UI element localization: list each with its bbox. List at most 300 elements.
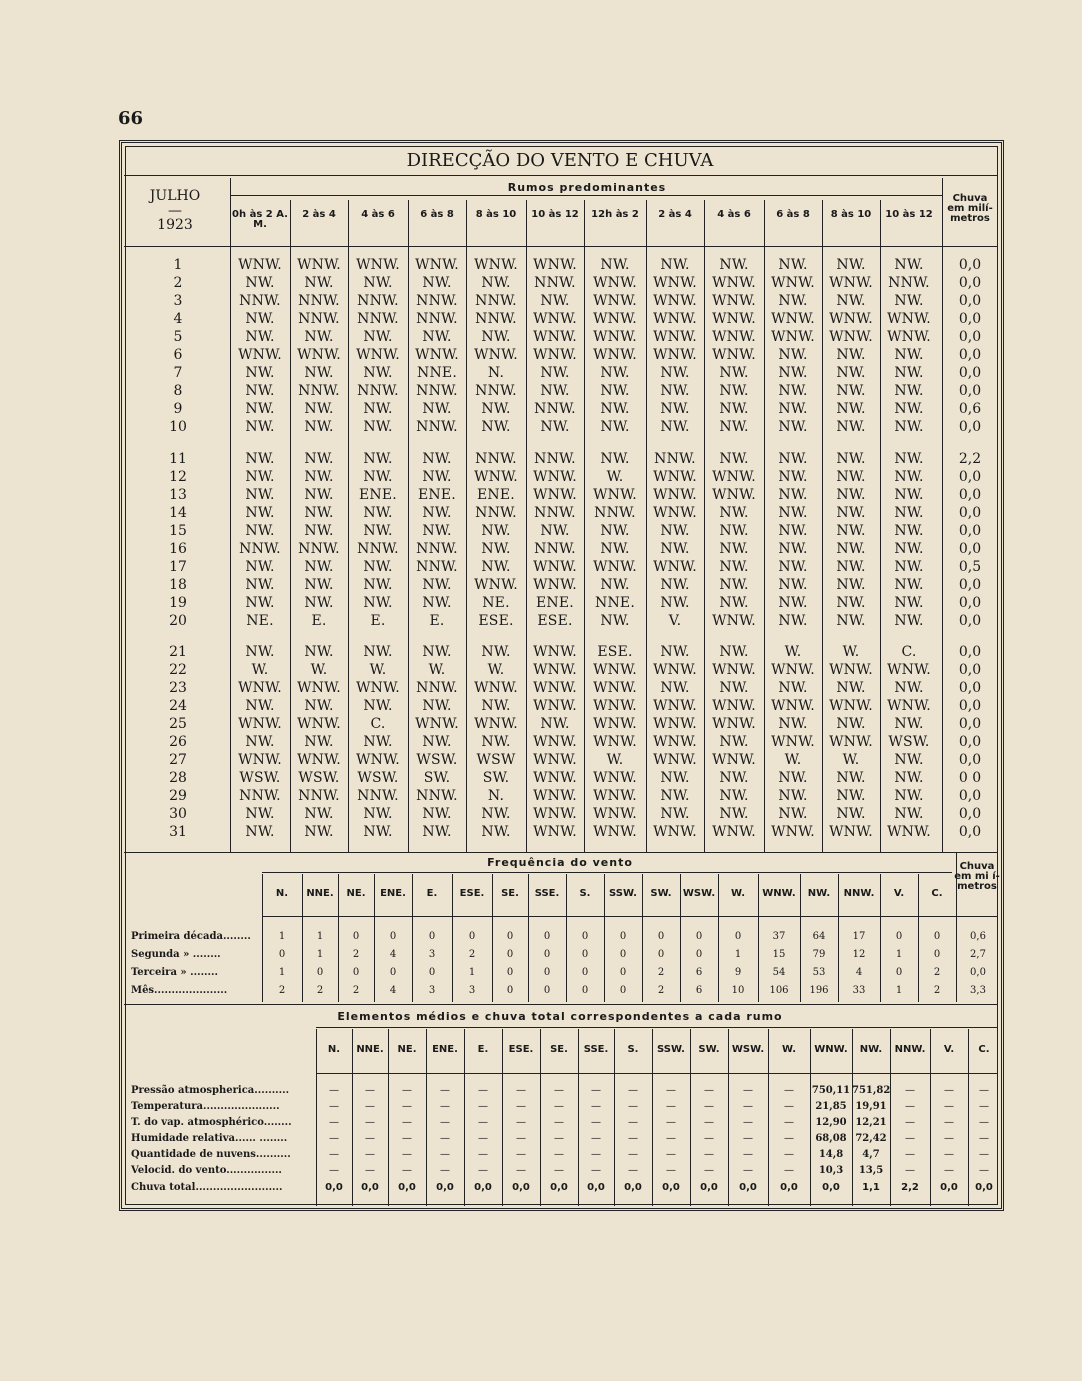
- elements-value: —: [365, 1149, 375, 1160]
- elements-value: —: [905, 1149, 915, 1160]
- wind-direction: NW.: [778, 788, 808, 804]
- rain-value: 0,0: [958, 469, 982, 485]
- wind-direction: NW.: [719, 788, 749, 804]
- wind-direction: WNW.: [415, 716, 459, 732]
- freq-col-header: ESE.: [459, 888, 485, 899]
- wind-direction: ENE.: [536, 595, 574, 611]
- freq-col-header: E.: [426, 888, 438, 899]
- elements-value: —: [743, 1165, 753, 1176]
- freq-value: 2: [278, 985, 286, 996]
- wind-direction: NW.: [719, 505, 749, 521]
- wind-direction: NW.: [836, 487, 866, 503]
- freq-value: 0: [619, 931, 627, 942]
- day-number: 11: [169, 451, 187, 467]
- freq-value: 0: [278, 949, 286, 960]
- day-number: 26: [169, 734, 187, 750]
- elements-col-header: WNW.: [814, 1044, 848, 1055]
- elements-value: —: [478, 1133, 488, 1144]
- elements-value: —: [704, 1165, 714, 1176]
- wind-direction: NW.: [304, 487, 334, 503]
- wind-direction: WSW.: [357, 770, 399, 786]
- wind-direction: NW.: [778, 293, 808, 309]
- hour-header: 6 às 8: [776, 209, 810, 220]
- elements-value: —: [979, 1101, 989, 1112]
- day-number: 28: [169, 770, 187, 786]
- wind-direction: WNW.: [297, 752, 341, 768]
- wind-direction: NW.: [778, 559, 808, 575]
- wind-direction: WSW.: [298, 770, 340, 786]
- freq-col-header: NE.: [346, 888, 366, 899]
- wind-direction: NW.: [304, 505, 334, 521]
- wind-direction: NW.: [836, 806, 866, 822]
- freq-value: 1: [278, 967, 286, 978]
- wind-direction: NW.: [894, 523, 924, 539]
- wind-direction: WNW.: [238, 752, 282, 768]
- elements-col-header: C.: [978, 1044, 990, 1055]
- freq-value: 0: [657, 949, 665, 960]
- wind-direction: NE.: [482, 595, 510, 611]
- wind-direction: NW.: [422, 523, 452, 539]
- elements-row-label: Temperatura......................: [131, 1101, 280, 1112]
- elements-value: —: [784, 1133, 794, 1144]
- wind-direction: NW.: [719, 577, 749, 593]
- wind-direction: WNW.: [533, 487, 577, 503]
- elements-value: —: [329, 1133, 339, 1144]
- hour-header: 0h às 2 A. M.: [232, 209, 288, 230]
- elements-value: —: [704, 1101, 714, 1112]
- freq-value: 1: [895, 985, 903, 996]
- wind-direction: NW.: [719, 383, 749, 399]
- freq-value: 2: [352, 949, 360, 960]
- elements-value: —: [628, 1133, 638, 1144]
- wind-direction: NW.: [363, 824, 393, 840]
- wind-direction: NW.: [600, 257, 630, 273]
- wind-direction: NW.: [719, 770, 749, 786]
- elements-value: —: [666, 1117, 676, 1128]
- wind-direction: WNW.: [533, 469, 577, 485]
- elements-value: —: [591, 1149, 601, 1160]
- elements-value: —: [944, 1101, 954, 1112]
- wind-direction: WNW.: [712, 347, 756, 363]
- month-label: JULHO: [149, 188, 201, 204]
- wind-direction: NW.: [719, 680, 749, 696]
- wind-direction: WNW.: [653, 329, 697, 345]
- elements-value: 14,8: [818, 1149, 844, 1160]
- wind-direction: WNW.: [297, 347, 341, 363]
- elements-value: 68,08: [815, 1133, 847, 1144]
- day-number: 9: [173, 401, 183, 417]
- freq-value: 0: [316, 967, 324, 978]
- wind-direction: NW.: [778, 401, 808, 417]
- elements-value: —: [329, 1149, 339, 1160]
- elements-value: —: [365, 1085, 375, 1096]
- wind-direction: WNW.: [653, 505, 697, 521]
- wind-direction: WNW.: [712, 662, 756, 678]
- wind-direction: WNW.: [771, 275, 815, 291]
- freq-rain-header: Chuva em mi í- metros: [954, 861, 1000, 892]
- wind-direction: WNW.: [533, 752, 577, 768]
- wind-direction: NW.: [363, 559, 393, 575]
- wind-direction: NW.: [481, 523, 511, 539]
- elements-value: —: [329, 1085, 339, 1096]
- wind-direction: NNW.: [357, 293, 399, 309]
- day-number: 27: [169, 752, 187, 768]
- day-number: 23: [169, 680, 187, 696]
- wind-direction: NW.: [245, 329, 275, 345]
- elements-value: —: [743, 1101, 753, 1112]
- elements-value: 0,0: [398, 1182, 416, 1193]
- elements-value: —: [440, 1165, 450, 1176]
- wind-direction: W.: [606, 469, 624, 485]
- wind-direction: NNW.: [475, 383, 517, 399]
- wind-direction: WNW.: [829, 662, 873, 678]
- elements-row-label: Quantidade de nuvens..........: [131, 1149, 291, 1160]
- hour-header: 12h às 2: [591, 209, 639, 220]
- freq-value: 9: [734, 967, 742, 978]
- freq-col-header: N.: [275, 888, 289, 899]
- wind-direction: NNW.: [888, 275, 930, 291]
- elements-value: 0,0: [512, 1182, 530, 1193]
- freq-value: 0: [895, 931, 903, 942]
- section1-end: [124, 852, 998, 853]
- wind-direction: NW.: [422, 698, 452, 714]
- wind-direction: NW.: [304, 734, 334, 750]
- freq-value: 0: [428, 931, 436, 942]
- wind-direction: NW.: [481, 644, 511, 660]
- wind-direction: WNW.: [238, 257, 282, 273]
- day-number: 14: [169, 505, 187, 521]
- wind-direction: NW.: [836, 257, 866, 273]
- wind-direction: WNW.: [474, 257, 518, 273]
- wind-direction: NW.: [778, 523, 808, 539]
- wind-direction: NW.: [245, 275, 275, 291]
- wind-direction: NW.: [894, 806, 924, 822]
- wind-direction: NW.: [363, 577, 393, 593]
- wind-direction: NW.: [363, 644, 393, 660]
- wind-direction: NW.: [778, 806, 808, 822]
- freq-value: 6: [695, 985, 703, 996]
- freq-value: 6: [695, 967, 703, 978]
- wind-direction: WNW.: [712, 487, 756, 503]
- wind-direction: NW.: [304, 469, 334, 485]
- elements-value: —: [440, 1085, 450, 1096]
- wind-direction: WSW.: [416, 752, 458, 768]
- wind-direction: NW.: [422, 595, 452, 611]
- wind-direction: NW.: [660, 770, 690, 786]
- wind-direction: NW.: [894, 541, 924, 557]
- freq-value: 196: [809, 985, 829, 996]
- wind-direction: NW.: [836, 401, 866, 417]
- wind-direction: NW.: [245, 734, 275, 750]
- wind-direction: NW.: [778, 716, 808, 732]
- elements-col-header: SW.: [698, 1044, 720, 1055]
- rain-value: 0,0: [958, 577, 982, 593]
- rain-value: 0 0: [958, 770, 982, 786]
- wind-direction: NW.: [719, 559, 749, 575]
- elements-col-header: E.: [477, 1044, 489, 1055]
- elements-value: —: [440, 1133, 450, 1144]
- rain-value: 0,0: [958, 311, 982, 327]
- freq-value: 0: [933, 949, 941, 960]
- wind-direction: W.: [310, 662, 328, 678]
- wind-direction: NNW.: [534, 401, 576, 417]
- wind-direction: WNW.: [533, 680, 577, 696]
- elements-value: 12,90: [815, 1117, 847, 1128]
- elements-value: —: [516, 1149, 526, 1160]
- rain-value: 0,0: [958, 824, 982, 840]
- day-number: 13: [169, 487, 187, 503]
- wind-direction: NW.: [894, 559, 924, 575]
- hour-header: 8 às 10: [830, 209, 872, 220]
- freq-value: 1: [278, 931, 286, 942]
- freq-value: 0: [389, 967, 397, 978]
- wind-direction: WNW.: [238, 347, 282, 363]
- wind-direction: WNW.: [829, 698, 873, 714]
- hour-header: 2 às 4: [658, 209, 692, 220]
- day-number: 6: [173, 347, 183, 363]
- wind-direction: WNW.: [887, 311, 931, 327]
- rain-value: 0,0: [958, 365, 982, 381]
- freq-value: 54: [772, 967, 786, 978]
- wind-direction: NW.: [836, 469, 866, 485]
- wind-direction: WNW.: [238, 716, 282, 732]
- wind-direction: NW.: [894, 469, 924, 485]
- wind-direction: WNW.: [653, 487, 697, 503]
- elements-value: —: [628, 1165, 638, 1176]
- wind-direction: NW.: [778, 680, 808, 696]
- elements-value: —: [905, 1165, 915, 1176]
- freq-value: 4: [855, 967, 863, 978]
- wind-direction: NNW.: [416, 383, 458, 399]
- wind-direction: NW.: [481, 734, 511, 750]
- day-number: 19: [169, 595, 187, 611]
- wind-direction: W.: [487, 662, 505, 678]
- elements-value: 21,85: [815, 1101, 847, 1112]
- wind-direction: NW.: [245, 824, 275, 840]
- elements-value: —: [554, 1133, 564, 1144]
- wind-direction: WNW.: [712, 329, 756, 345]
- wind-direction: NW.: [422, 734, 452, 750]
- wind-direction: NW.: [719, 401, 749, 417]
- elements-value: —: [666, 1149, 676, 1160]
- wind-direction: NNW.: [416, 541, 458, 557]
- wind-direction: NW.: [719, 419, 749, 435]
- wind-direction: NW.: [894, 257, 924, 273]
- freq-col-header: NNW.: [843, 888, 875, 899]
- rain-value: 0,6: [958, 401, 982, 417]
- wind-direction: NNW.: [298, 788, 340, 804]
- wind-direction: WNW.: [238, 680, 282, 696]
- freq-value: 2: [352, 985, 360, 996]
- wind-direction: NW.: [481, 401, 511, 417]
- wind-direction: NW.: [660, 541, 690, 557]
- wind-direction: NW.: [660, 680, 690, 696]
- wind-direction: NW.: [778, 505, 808, 521]
- freq-rain-value: 0,0: [970, 967, 986, 978]
- wind-direction: NW.: [304, 559, 334, 575]
- wind-direction: WNW.: [653, 469, 697, 485]
- wind-direction: SW.: [482, 770, 510, 786]
- day-number: 1: [173, 257, 183, 273]
- freq-row-label: Terceira » ........: [131, 967, 218, 978]
- wind-direction: ENE.: [359, 487, 397, 503]
- elements-value: —: [402, 1085, 412, 1096]
- freq-col-header: SW.: [650, 888, 672, 899]
- wind-direction: WNW.: [593, 824, 637, 840]
- elements-col-header: ENE.: [432, 1044, 458, 1055]
- wind-direction: NW.: [719, 806, 749, 822]
- wind-direction: NW.: [836, 505, 866, 521]
- elements-value: 751,82: [852, 1085, 891, 1096]
- wind-direction: WNW.: [593, 347, 637, 363]
- wind-direction: NW.: [304, 329, 334, 345]
- freq-value: 0: [619, 949, 627, 960]
- elements-rule: [316, 1027, 998, 1028]
- wind-direction: WNW.: [356, 752, 400, 768]
- wind-direction: NW.: [894, 770, 924, 786]
- wind-direction: NW.: [481, 698, 511, 714]
- wind-direction: WNW.: [474, 680, 518, 696]
- wind-direction: NW.: [363, 806, 393, 822]
- wind-direction: NNW.: [357, 311, 399, 327]
- day-number: 7: [173, 365, 183, 381]
- freq-col-header: WSW.: [682, 888, 716, 899]
- freq-value: 0: [389, 931, 397, 942]
- hour-header: 10 às 12: [531, 209, 579, 220]
- elements-value: —: [478, 1149, 488, 1160]
- wind-direction: WNW.: [653, 559, 697, 575]
- elements-col-header: NNE.: [356, 1044, 384, 1055]
- wind-direction: NW.: [719, 365, 749, 381]
- wind-direction: NNW.: [416, 293, 458, 309]
- wind-direction: WNW.: [297, 716, 341, 732]
- wind-direction: NW.: [894, 613, 924, 629]
- hour-header: 4 às 6: [361, 209, 395, 220]
- elements-col-header: WSW.: [731, 1044, 765, 1055]
- elements-value: —: [329, 1165, 339, 1176]
- freq-value: 2: [933, 985, 941, 996]
- wind-direction: WNW.: [474, 347, 518, 363]
- elements-value: 4,7: [862, 1149, 880, 1160]
- wind-direction: NW.: [836, 680, 866, 696]
- elements-value: 0,0: [550, 1182, 568, 1193]
- elements-value: —: [704, 1117, 714, 1128]
- wind-direction: NW.: [660, 419, 690, 435]
- freq-value: 0: [506, 985, 514, 996]
- elements-value: —: [478, 1165, 488, 1176]
- elements-value: —: [704, 1133, 714, 1144]
- wind-direction: WNW.: [712, 293, 756, 309]
- wind-direction: NW.: [719, 734, 749, 750]
- rain-value: 0,0: [958, 505, 982, 521]
- wind-direction: W.: [428, 662, 446, 678]
- freq-value: 106: [769, 985, 789, 996]
- wind-direction: NW.: [778, 595, 808, 611]
- wind-direction: WNW.: [653, 752, 697, 768]
- freq-value: 2: [657, 967, 665, 978]
- rain-value: 0,0: [958, 595, 982, 611]
- elements-value: 0,0: [436, 1182, 454, 1193]
- wind-direction: NW.: [600, 523, 630, 539]
- wind-direction: NW.: [600, 401, 630, 417]
- day-number: 25: [169, 716, 187, 732]
- elements-col-header: SE.: [550, 1044, 568, 1055]
- elements-value: —: [365, 1165, 375, 1176]
- wind-direction: NW.: [778, 577, 808, 593]
- wind-direction: NNW.: [239, 541, 281, 557]
- wind-direction: NW.: [304, 644, 334, 660]
- freq-value: 3: [428, 985, 436, 996]
- wind-direction: NW.: [894, 293, 924, 309]
- wind-direction: NW.: [894, 788, 924, 804]
- wind-direction: WNW.: [356, 347, 400, 363]
- wind-direction: WNW.: [533, 734, 577, 750]
- elements-value: 10,3: [818, 1165, 844, 1176]
- freq-value: 0: [695, 949, 703, 960]
- wind-direction: WNW.: [887, 698, 931, 714]
- day-number: 3: [173, 293, 183, 309]
- wind-direction: NW.: [600, 451, 630, 467]
- wind-direction: NNW.: [534, 505, 576, 521]
- wind-direction: NW.: [422, 401, 452, 417]
- wind-direction: WNW.: [593, 275, 637, 291]
- freq-col-header: SSE.: [534, 888, 560, 899]
- wind-direction: NNW.: [298, 541, 340, 557]
- wind-direction: NW.: [836, 383, 866, 399]
- freq-value: 0: [543, 949, 551, 960]
- freq-rule: [262, 872, 952, 873]
- wind-direction: NNW.: [298, 311, 340, 327]
- wind-direction: WNW.: [771, 329, 815, 345]
- wind-direction: NW.: [778, 469, 808, 485]
- freq-value: 0: [506, 931, 514, 942]
- elements-value: 0,0: [975, 1182, 993, 1193]
- wind-direction: E.: [429, 613, 445, 629]
- day-number: 10: [169, 419, 187, 435]
- elements-value: 0,0: [662, 1182, 680, 1193]
- wind-direction: NW.: [245, 559, 275, 575]
- title-rule: [124, 175, 998, 176]
- wind-direction: NW.: [363, 734, 393, 750]
- wind-direction: NW.: [778, 383, 808, 399]
- wind-direction: WNW.: [356, 257, 400, 273]
- wind-direction: WNW.: [593, 293, 637, 309]
- title: DIRECÇÃO DO VENTO E CHUVA: [406, 150, 714, 171]
- wind-direction: NW.: [894, 365, 924, 381]
- elements-value: —: [402, 1117, 412, 1128]
- elements-value: —: [666, 1133, 676, 1144]
- rain-value: 2,2: [958, 451, 982, 467]
- elements-row-label: Humidade relativa...... ........: [131, 1133, 288, 1144]
- wind-direction: W.: [251, 662, 269, 678]
- day-number: 15: [169, 523, 187, 539]
- elements-row-label: T. do vap. atmosphérico........: [131, 1117, 292, 1128]
- wind-direction: NW.: [660, 257, 690, 273]
- wind-direction: NW.: [660, 401, 690, 417]
- day-number: 30: [169, 806, 187, 822]
- wind-direction: NW.: [778, 365, 808, 381]
- wind-direction: NNW.: [594, 505, 636, 521]
- wind-direction: WNW.: [415, 257, 459, 273]
- elements-value: —: [743, 1117, 753, 1128]
- wind-direction: W.: [784, 644, 802, 660]
- freq-rain-value: 0,6: [970, 931, 986, 942]
- wind-direction: W.: [369, 662, 387, 678]
- elements-value: 0,0: [361, 1182, 379, 1193]
- wind-direction: NNW.: [475, 505, 517, 521]
- freq-value: 53: [812, 967, 826, 978]
- wind-direction: WNW.: [771, 698, 815, 714]
